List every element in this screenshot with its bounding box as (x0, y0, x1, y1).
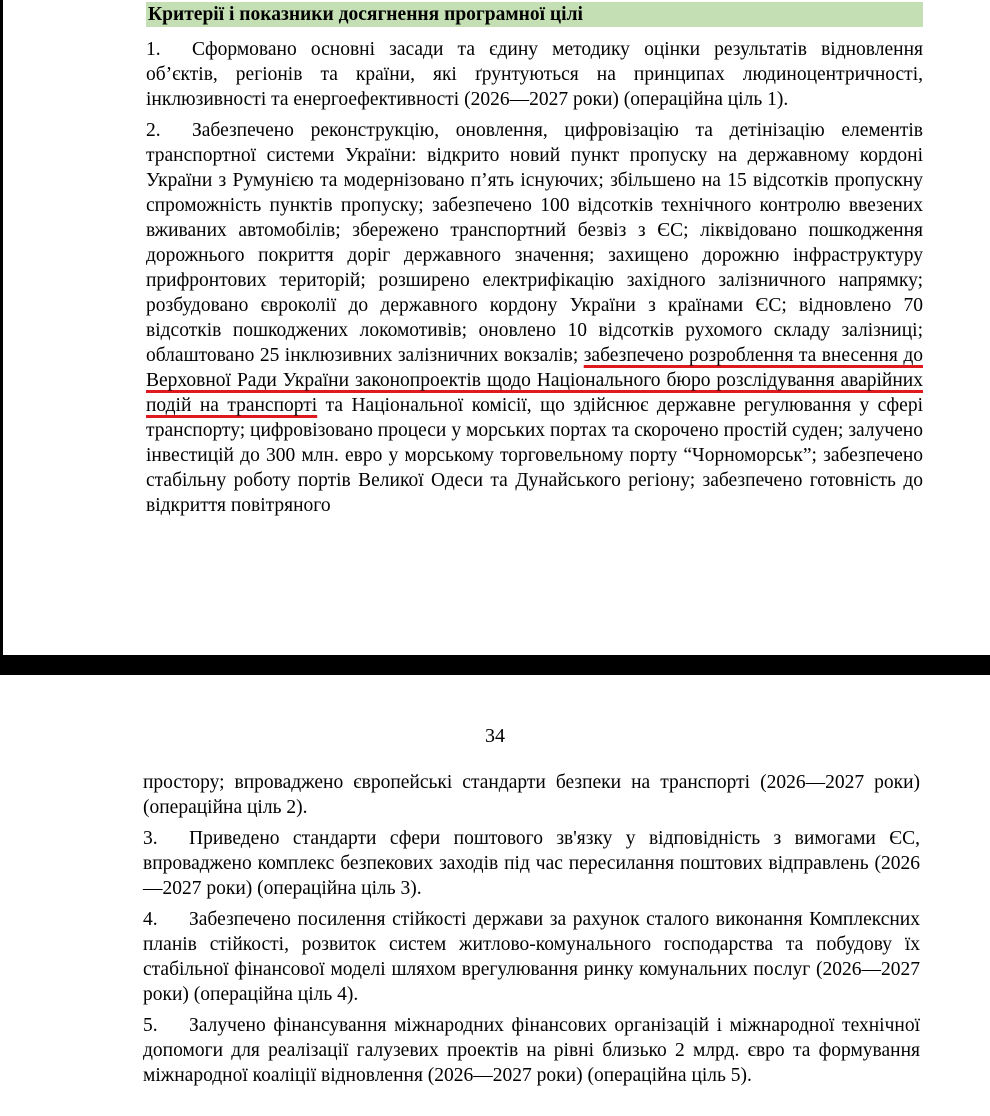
document-page-bottom (0, 675, 990, 1116)
item-number: 4. (143, 909, 158, 930)
criterion-item-2 (146, 118, 923, 518)
continuation-text: простору; впроваджено європейські стандарти безпеки на транспорті (2026—2027 роки) (операційна ціль 2). (143, 772, 920, 818)
item-number: 1. (146, 39, 161, 60)
section-heading: Критерії і показники досягнення програмної цілі (146, 2, 923, 27)
item-text: Приведено стандарти сфери поштового зв'язку у відповідність з вимогами ЄС, впроваджено комплекс безпекових заходів під час пересилання поштових відправлень (2026—2027 роки) (операційна ціль 3). (143, 828, 920, 899)
item-text: Сформовано основні засади та єдину методику оцінки результатів відновлення об’єктів, регіонів та країни, які ґрунтуються на принципах людиноцентричності, інклюзивності та енергоефективності (2026—2027 роки) (операційна ціль 1). (146, 39, 923, 110)
criterion-item-4 (143, 907, 920, 1007)
item-text: Залучено фінансування міжнародних фінансових організацій і міжнародної технічної допомоги для реалізації галузевих проектів на рівні близько 2 млрд. євро та формування міжнародної коаліції відновлення (2026—2027 роки) (операційна ціль 5). (143, 1015, 920, 1086)
item-number: 2. (146, 120, 161, 141)
item-number: 3. (143, 828, 158, 849)
item-text-after: та Національної комісії, що здійснює державне регулювання у сфері транспорту; цифровізовано процеси у морських портах та скорочено простій суден; залучено інвестицій до 300 млн. евро у морському торговельному порту “Чорноморськ”; забезпечено стабільну роботу портів Великої Одеси та Дунайського регіону; забезпечено готовність до відкриття повітряного (146, 395, 923, 516)
item-number: 5. (143, 1015, 158, 1036)
page-bottom-content (143, 770, 920, 1094)
criterion-item-1 (146, 37, 923, 112)
page-separator (0, 655, 990, 675)
page-number: 34 (485, 725, 505, 747)
criterion-item-3 (143, 826, 920, 901)
page-top-content (146, 2, 923, 524)
criterion-item-5 (143, 1013, 920, 1088)
item-text: Забезпечено посилення стійкості держави за рахунок сталого виконання Комплексних планів стійкості, розвиток систем житлово-комунального господарства та побудову їх стабільної фінансової моделі шляхом врегулювання ринку комунальних послуг (2026—2027 роки) (операційна ціль 4). (143, 909, 920, 1005)
item-text-before: Забезпечено реконструкцію, оновлення, цифровізацію та детінізацію елементів транспортної системи України: відкрито новий пункт пропуску на державному кордоні України з Румунією та модернізовано п’ять існуючих; збільшено на 15 відсотків пропускну спроможність пунктів пропуску; забезпечено 100 відсотків технічного контролю ввезених вживаних автомобілів; збережено транспортний безвіз з ЄС; ліквідовано пошкодження дорожнього покриття доріг державного значення; захищено дорожню інфраструктуру прифронтових територій; розширено електрифікацію західного залізничного напрямку; розбудовано євроколії до державного кордону України з країнами ЄС; відновлено 70 відсотків пошкоджених локомотивів; оновлено 10 відсотків рухомого складу залізниці; облаштовано 25 інклюзивних залізничних вокзалів; (146, 120, 923, 366)
red-underline-annotation: забезпечено розроблення та внесення до Верховної Ради України законопроектів щодо Національного бюро розслідування аварійних подій на транспорті (146, 345, 923, 416)
